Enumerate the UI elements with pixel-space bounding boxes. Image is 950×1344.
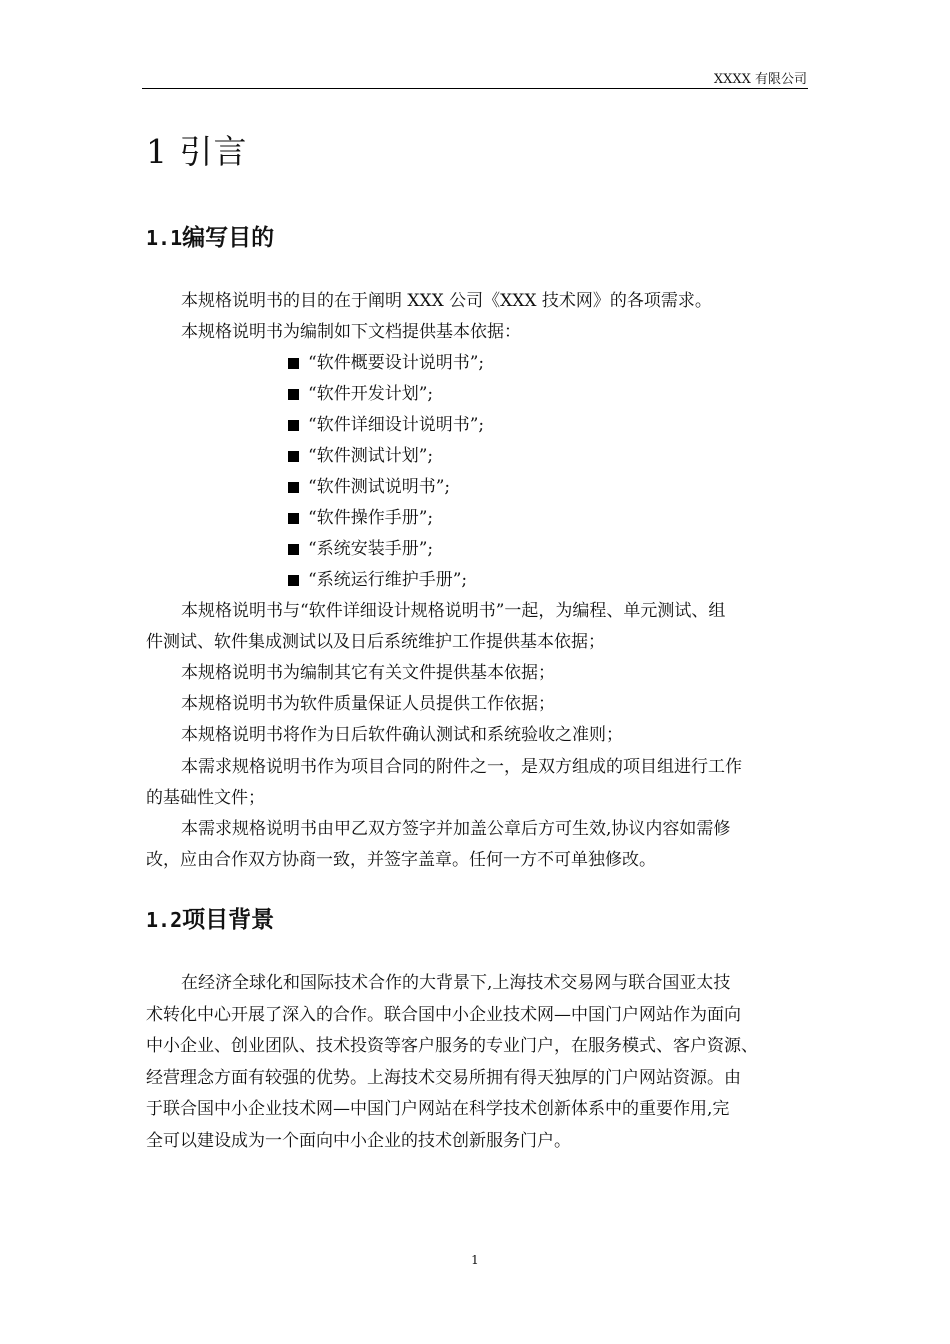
square-bullet-icon bbox=[288, 575, 299, 586]
paragraph-line: 的基础性文件； bbox=[146, 788, 265, 808]
section-heading-purpose bbox=[146, 222, 274, 254]
paragraph-line: 本需求规格说明书作为项目合同的附件之一，是双方组成的项目组进行工作 bbox=[181, 757, 742, 777]
list-item-text: “软件概要设计说明书”; bbox=[308, 353, 485, 373]
list-item bbox=[288, 503, 484, 534]
square-bullet-icon bbox=[288, 482, 299, 493]
paragraph-line: 于联合国中小企业技术网—中国门户网站在科学技术创新体系中的重要作用,完 bbox=[146, 1099, 730, 1119]
list-item-text: “软件测试说明书”; bbox=[308, 477, 451, 497]
section-heading-background bbox=[146, 904, 274, 936]
square-bullet-icon bbox=[288, 420, 299, 431]
list-item-text: “软件开发计划”; bbox=[308, 384, 434, 404]
paragraph: 本规格说明书为编制如下文档提供基本依据： bbox=[181, 322, 521, 342]
header-divider bbox=[142, 88, 808, 89]
list-item-text: “系统安装手册”; bbox=[308, 539, 434, 559]
paragraph-line: 改，应由合作双方协商一致，并签字盖章。任何一方不可单独修改。 bbox=[146, 850, 656, 870]
paragraph-line: 术转化中心开展了深入的合作。联合国中小企业技术网—中国门户网站作为面向 bbox=[146, 1005, 741, 1025]
list-item-text: “软件操作手册”; bbox=[308, 508, 434, 528]
list-item bbox=[288, 348, 484, 379]
list-item bbox=[288, 441, 484, 472]
paragraph-line: 本规格说明书为软件质量保证人员提供工作依据； bbox=[181, 694, 555, 714]
paragraph-line: 中小企业、创业团队、技术投资等客户服务的专业门户，在服务模式、客户资源、 bbox=[146, 1036, 758, 1056]
section-title-text: 项目背景 bbox=[182, 906, 275, 933]
paragraph-line: 件测试、软件集成测试以及日后系统维护工作提供基本依据； bbox=[146, 632, 605, 652]
paragraph-line: 本需求规格说明书由甲乙双方签字并加盖公章后方可生效,协议内容如需修 bbox=[181, 819, 731, 839]
square-bullet-icon bbox=[288, 451, 299, 462]
square-bullet-icon bbox=[288, 358, 299, 369]
paragraph-line: 经营理念方面有较强的优势。上海技术交易所拥有得天独厚的门户网站资源。由 bbox=[146, 1068, 741, 1088]
section-number: 1.2 bbox=[146, 908, 183, 932]
section-number: 1.1 bbox=[146, 226, 183, 250]
header-company-name: XXXX 有限公司 bbox=[713, 72, 807, 87]
section-title-text: 编写目的 bbox=[182, 224, 275, 251]
page-number: 1 bbox=[471, 1253, 479, 1267]
paragraph-line: 在经济全球化和国际技术合作的大背景下,上海技术交易网与联合国亚太技 bbox=[181, 973, 731, 993]
square-bullet-icon bbox=[288, 544, 299, 555]
list-item bbox=[288, 565, 484, 596]
list-item bbox=[288, 410, 484, 441]
list-item-text: “软件测试计划”; bbox=[308, 446, 434, 466]
list-item bbox=[288, 379, 484, 410]
square-bullet-icon bbox=[288, 389, 299, 400]
list-item-text: “系统运行维护手册”; bbox=[308, 570, 468, 590]
document-list bbox=[288, 348, 484, 596]
paragraph-line: 本规格说明书将作为日后软件确认测试和系统验收之准则； bbox=[181, 725, 623, 745]
list-item bbox=[288, 534, 484, 565]
square-bullet-icon bbox=[288, 513, 299, 524]
list-item-text: “软件详细设计说明书”; bbox=[308, 415, 485, 435]
list-item bbox=[288, 472, 484, 503]
paragraph-line: 本规格说明书为编制其它有关文件提供基本依据； bbox=[181, 663, 555, 683]
paragraph-line: 本规格说明书与“软件详细设计规格说明书”一起，为编程、单元测试、组 bbox=[181, 601, 726, 621]
paragraph-line: 全可以建设成为一个面向中小企业的技术创新服务门户。 bbox=[146, 1131, 571, 1151]
chapter-title: 1 引言 bbox=[146, 132, 248, 171]
paragraph: 本规格说明书的目的在于阐明 XXX 公司《XXX 技术网》的各项需求。 bbox=[181, 291, 712, 311]
